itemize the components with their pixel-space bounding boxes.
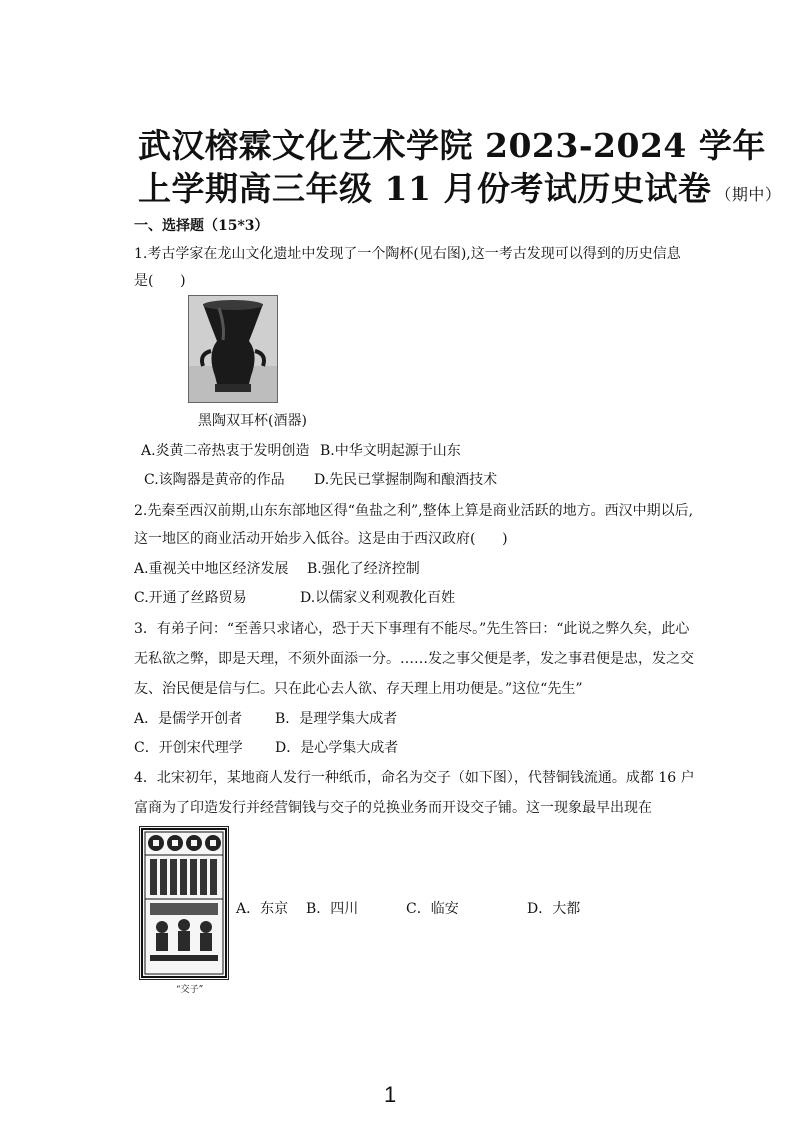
pottery-cup-drawing — [189, 296, 277, 402]
q2-option-b[interactable]: B.强化了经济控制 — [307, 561, 420, 577]
jiaozi-banknote-image — [139, 826, 229, 980]
q4-option-b[interactable]: B．四川 — [306, 901, 359, 917]
q2-stem-line2: 这一地区的商业活动开始步入低谷。这是由于西汉政府( ) — [134, 531, 508, 547]
section-heading: 一、选择题（15*3） — [134, 218, 269, 234]
q1-stem-line2: 是( ) — [134, 273, 186, 289]
q4-option-a[interactable]: A．东京 — [236, 901, 289, 917]
q2-option-d[interactable]: D.以儒家义利观教化百姓 — [300, 590, 456, 606]
q2-option-a[interactable]: A.重视关中地区经济发展 — [134, 561, 289, 577]
q3-stem-line2: 无私欲之弊，即是天理，不须外面添一分。……发之事父便是孝，发之事君便是忠，发之交 — [134, 651, 694, 667]
q3-option-a[interactable]: A．是儒学开创者 — [134, 711, 243, 727]
black-pottery-cup-image — [188, 295, 278, 403]
q2-option-c[interactable]: C.开通了丝路贸易 — [134, 590, 247, 606]
q1-stem-line1: 1.考古学家在龙山文化遗址中发现了一个陶杯(见右图),这一考古发现可以得到的历史信息 — [134, 246, 681, 262]
q4-option-c[interactable]: C．临安 — [406, 901, 459, 917]
q4-image-caption: “交子” — [176, 985, 204, 995]
exam-title-line2-text: 上学期高三年级 11 月份考试历史试卷 — [138, 169, 712, 208]
exam-title-line1: 武汉榕霖文化艺术学院 2023-2024 学年 — [138, 126, 766, 165]
q1-option-d[interactable]: D.先民已掌握制陶和酿酒技术 — [314, 472, 498, 488]
q4-stem-line1: 4．北宋初年，某地商人发行一种纸币，命名为交子（如下图），代替铜钱流通。成都 16 户 — [134, 770, 695, 786]
q1-image-caption: 黑陶双耳杯(酒器) — [198, 413, 307, 429]
q3-option-b[interactable]: B．是理学集大成者 — [275, 711, 398, 727]
q1-option-a[interactable]: A.炎黄二帝热衷于发明创造 — [141, 443, 310, 459]
exam-title-suffix: （期中） — [715, 185, 782, 204]
q1-option-c[interactable]: C.该陶器是黄帝的作品 — [144, 472, 285, 488]
q2-stem-line1: 2.先秦至西汉前期,山东东部地区得“鱼盐之利”,整体上算是商业活跃的地方。西汉中期以后, — [134, 503, 694, 519]
page-number: 1 — [384, 1082, 397, 1107]
exam-title-line2 — [138, 163, 781, 210]
q1-option-b[interactable]: B.中华文明起源于山东 — [320, 443, 461, 459]
q3-stem-line1: 3．有弟子问：“至善只求诸心，恐于天下事理有不能尽。”先生答曰：“此说之弊久矣，此心 — [134, 621, 690, 637]
q3-option-d[interactable]: D．是心学集大成者 — [275, 740, 399, 756]
q4-option-d[interactable]: D．大都 — [527, 901, 581, 917]
q3-stem-line3: 友、治民便是信与仁。只在此心去人欲、存天理上用功便是。”这位“先生” — [134, 681, 583, 697]
jiaozi-drawing — [140, 827, 228, 979]
q3-option-c[interactable]: C．开创宋代理学 — [134, 740, 243, 756]
q4-stem-line2: 富商为了印造发行并经营铜钱与交子的兑换业务而开设交子铺。这一现象最早出现在 — [134, 800, 652, 816]
